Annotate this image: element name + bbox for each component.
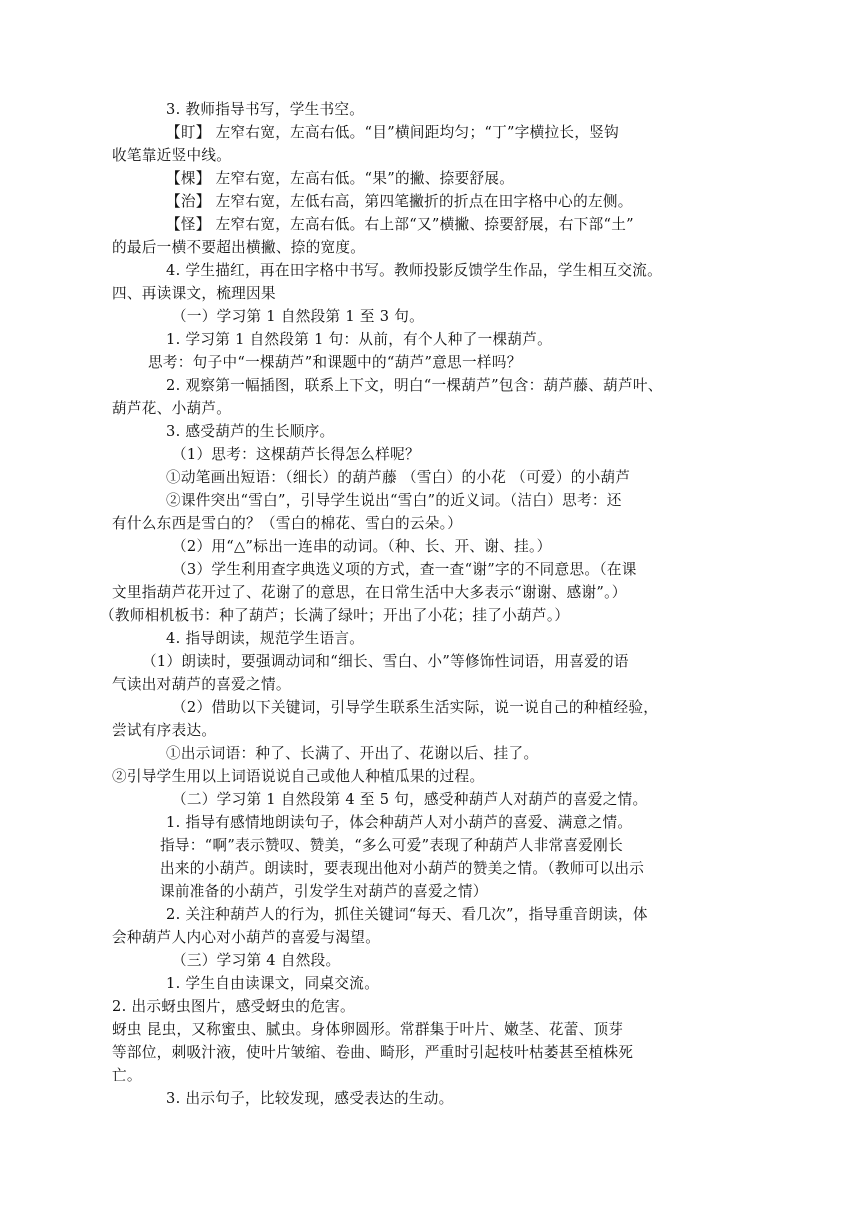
body-line: 会种葫芦人内心对小葫芦的喜爱与渴望。	[112, 929, 381, 946]
body-line: 2. 出示蚜虫图片，感受蚜虫的危害。	[112, 998, 355, 1015]
body-line: 指导：“啊”表示赞叹、赞美，“多么可爱”表现了种葫芦人非常喜爱刚长	[160, 837, 623, 854]
body-line: 【盯】 左窄右宽，左高右低。“目”横间距均匀；“丁”字横拉长，竖钩	[166, 124, 620, 141]
body-line: （2）借助以下关键词，引导学生联系生活实际，说一说自己的种植经验，	[172, 699, 659, 716]
body-line: 课前准备的小葫芦，引发学生对葫芦的喜爱之情）	[160, 883, 488, 900]
body-line: 葫芦花、小葫芦。	[112, 400, 232, 417]
body-line: 文里指葫芦花开过了、花谢了的意思，在日常生活中大多表示“谢谢、感谢”。）	[112, 584, 627, 601]
body-line: 气读出对葫芦的喜爱之情。	[112, 676, 291, 693]
body-line: 1. 学生自由读课文，同桌交流。	[166, 975, 380, 992]
subsection-heading: （一）学习第 1 自然段第 1 至 3 句。	[172, 308, 425, 325]
subsection-heading: （三）学习第 4 自然段。	[172, 952, 341, 969]
body-line: （1）朗读时，要强调动词和“细长、雪白、小”等修饰性词语，用喜爱的语	[142, 653, 629, 670]
body-line: 4. 指导朗读，规范学生语言。	[166, 630, 365, 647]
body-line: （3）学生利用查字典选义项的方式，查一查“谢”字的不同意思。（在课	[172, 561, 637, 578]
body-line: 有什么东西是雪白的？（雪白的棉花、雪白的云朵。）	[112, 515, 463, 532]
body-line: 思考：句子中“一棵葫芦”和课题中的“葫芦”意思一样吗？	[148, 354, 522, 371]
body-line: 收笔靠近竖中线。	[112, 147, 232, 164]
subsection-heading: （二）学习第 1 自然段第 4 至 5 句，感受种葫芦人对葫芦的喜爱之情。	[172, 791, 648, 808]
body-line: ②引导学生用以上词语说说自己或他人种植瓜果的过程。	[112, 768, 485, 785]
body-line: 【怪】 左窄右宽，左高右低。右上部“又”横撇、捺要舒展，右下部“土”	[166, 216, 634, 233]
body-line: 尝试有序表达。	[112, 722, 217, 739]
body-line: 的最后一横不要超出横撇、捺的宽度。	[112, 239, 366, 256]
body-line: 3. 感受葫芦的生长顺序。	[166, 423, 335, 440]
body-line: 【棵】 左窄右宽，左高右低。“果”的撇、捺要舒展。	[166, 170, 515, 187]
body-line: 1. 学习第 1 自然段第 1 句：从前，有个人种了一棵葫芦。	[166, 331, 553, 348]
body-line: 蚜虫 昆虫，又称蜜虫、腻虫。身体卵圆形。常群集于叶片、嫩茎、花蕾、顶芽	[112, 1021, 624, 1038]
section-heading: 四、再读课文，梳理因果	[112, 285, 276, 302]
body-line: ②课件突出“雪白”，引导学生说出“雪白”的近义词。（洁白）思考：还	[166, 492, 622, 509]
body-line: 亡。	[112, 1067, 142, 1084]
body-line: 出来的小葫芦。朗读时，要表现出他对小葫芦的赞美之情。（教师可以出示	[160, 860, 645, 877]
body-line: 3. 教师指导书写，学生书空。	[166, 101, 365, 118]
body-line: ①出示词语：种了、长满了、开出了、花谢以后、挂了。	[166, 745, 539, 762]
body-line: 1. 指导有感情地朗读句子，体会种葫芦人对小葫芦的喜爱、满意之情。	[166, 814, 633, 831]
body-line: 3. 出示句子，比较发现，感受表达的生动。	[166, 1090, 454, 1107]
body-line: （教师相机板书：种了葫芦；长满了绿叶；开出了小花；挂了小葫芦。）	[100, 607, 570, 624]
body-line: 2. 观察第一幅插图，联系上下文，明白“一棵葫芦”包含：葫芦藤、葫芦叶、	[166, 377, 663, 394]
body-line: 等部位，刺吸汁液，使叶片皱缩、卷曲、畸形，严重时引起枝叶枯萎甚至植株死	[112, 1044, 634, 1061]
body-line: ①动笔画出短语：（细长）的葫芦藤 （雪白）的小花 （可爱）的小葫芦	[166, 469, 631, 486]
body-line: （2）用“△”标出一连串的动词。（种、长、开、谢、挂。）	[172, 538, 552, 555]
body-line: 【治】 左窄右宽，左低右高，第四笔撇折的折点在田字格中心的左侧。	[166, 193, 633, 210]
body-line: （1）思考：这棵葫芦长得怎么样呢？	[172, 446, 420, 463]
body-line: 2. 关注种葫芦人的行为，抓住关键词“每天、看几次”，指导重音朗读，体	[166, 906, 648, 923]
body-line: 4. 学生描红，再在田字格中书写。教师投影反馈学生作品，学生相互交流。	[166, 262, 663, 279]
